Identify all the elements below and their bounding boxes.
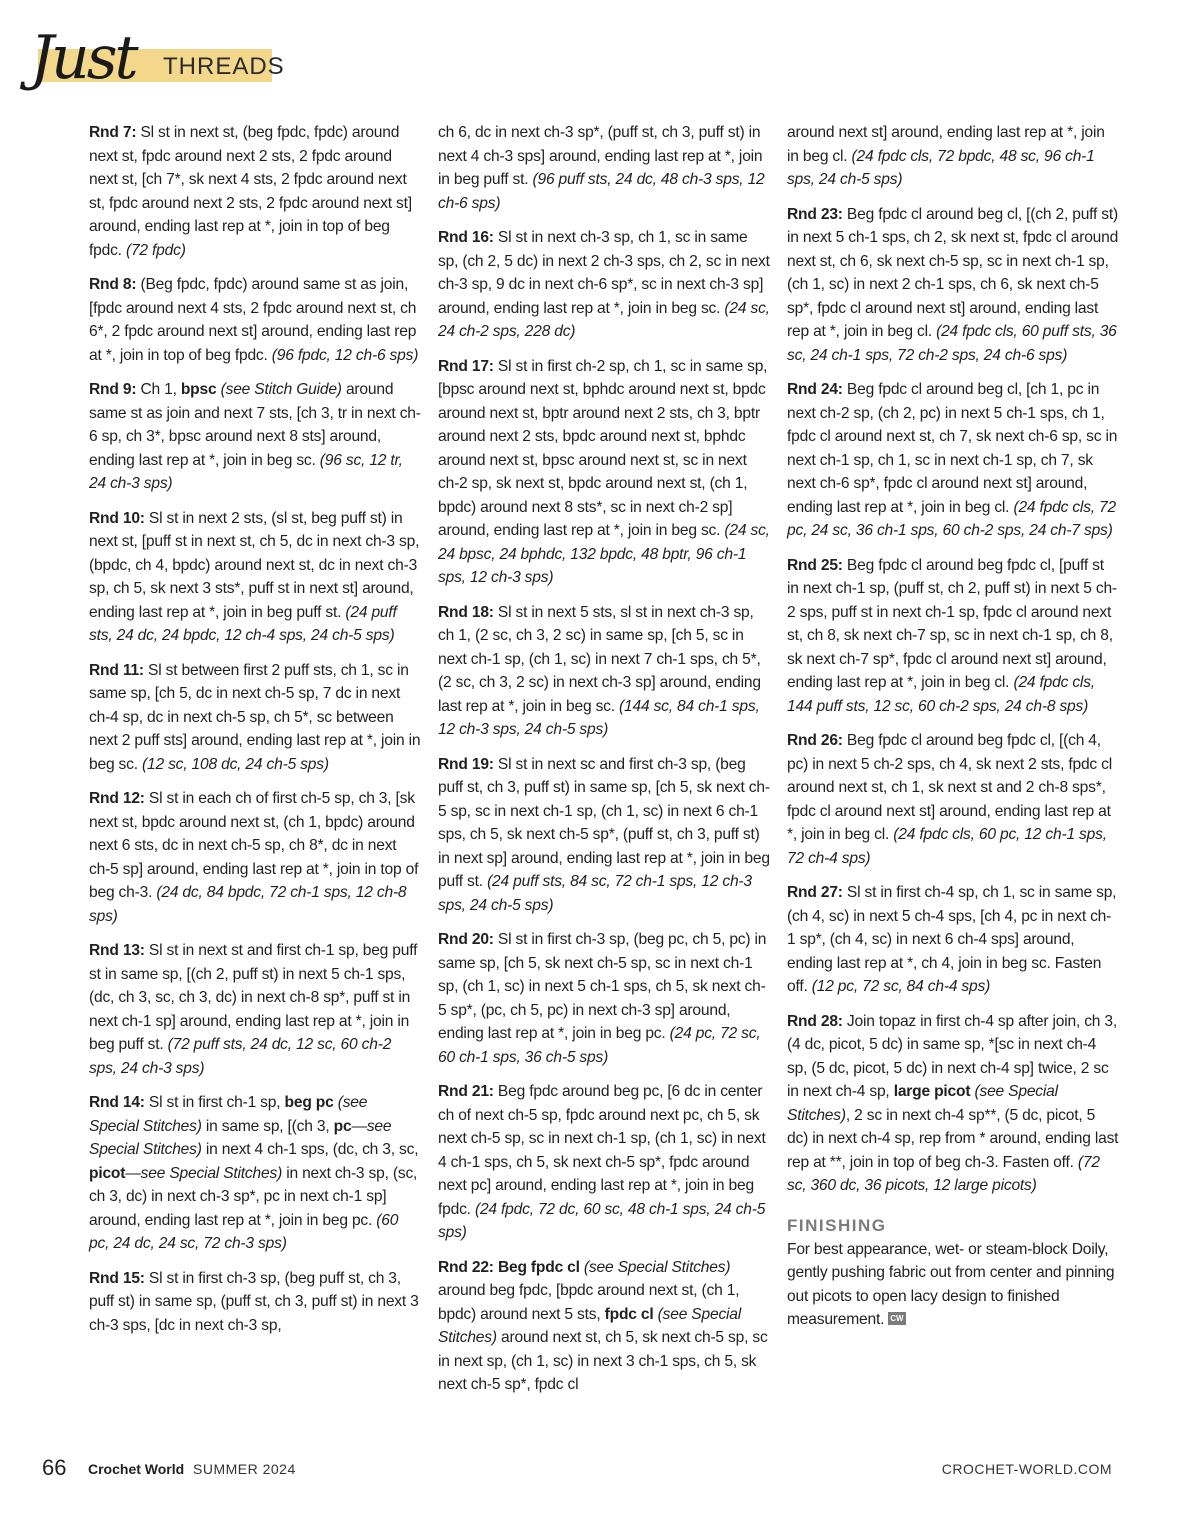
round-9 [89,378,421,496]
page-number: 66 [42,1455,67,1480]
column-3-rounds [787,121,1119,1198]
round-continued [787,121,1119,192]
round-total: (24 puff sts, 24 dc, 24 bpdc, 12 ch-4 sps, 24 ch-5 sps) [89,603,397,644]
round-text-segment: Join topaz in first ch-4 sp after join, ch 3, (4 dc, picot, 5 dc) in same sp, *[sc in next ch-4 sp, (5 dc, picot, 5 dc) in next ch-4 sp] twice, 2 sc in next ch-4 sp, [787,1012,1118,1100]
round-total: (24 fpdc cls, 60 pc, 12 ch-1 sps, 72 ch-4 sps) [787,826,1107,867]
round-13 [89,939,421,1080]
round-total: (72 fpdc) [125,241,186,259]
round-total: (24 fpdc cls, 72 bpdc, 48 sc, 96 ch-1 sps, 24 ch-5 sps) [787,147,1095,188]
round-text-segment: pc [333,1117,352,1135]
round-total: (24 fpdc cls, 72 pc, 24 sc, 36 ch-1 sps, 60 ch-2 sps, 24 ch-7 sps) [787,498,1116,539]
round-total: (24 fpdc, 72 dc, 60 sc, 48 ch-1 sps, 24 ch-5 sps) [438,1200,766,1241]
round-total: (24 dc, 84 bpdc, 72 ch-1 sps, 12 ch-8 sps) [89,884,407,925]
round-text-segment: in next 4 ch-1 sps, (dc, ch 3, sc, [201,1141,419,1158]
round-17 [438,355,770,590]
round-text: Beg fpdc cl around beg fpdc cl, [puff st in next ch-1 sp, (puff st, ch 2, puff st) in next 5 ch-2 sps, puff st in next ch-1 sp, fpdc cl around next st, ch 8, sk next ch-7 sp, sc in next ch-1 sp, ch 8, sk next ch-7 sp*, fpdc cl around next st] around, ending last rep at *, join in beg cl. [787,556,1117,691]
round-label: Rnd 26: [787,732,843,749]
round-text-segment: around same st as join and next 7 sts, [ch 3, tr in next ch-6 sp, ch 3*, bpsc around next 8 sts] around, ending last rep at *, join in beg sc. [89,381,421,469]
round-label: Rnd 12: [89,790,145,807]
round-label: Rnd 15: [89,1269,145,1287]
round-label: Rnd 9: [89,381,137,398]
text-column-1 [89,121,421,1348]
round-label: Rnd 25: [787,556,843,574]
round-text-segment: (96 sc, 12 tr, 24 ch-3 sps) [89,451,403,492]
round-text: Sl st in next 5 sts, sl st in next ch-3 sp, ch 1, (2 sc, ch 3, 2 sc) in same sp, [ch 5, sc in next ch-1 sp, (ch 1, sc) in next 7 ch-1 sps, ch 5*, (2 sc, ch 3, 2 sc) in next ch-3 sp] around, ending last rep at *, join in beg sc. [438,603,761,715]
round-text-segment: fpdc cl [604,1305,654,1323]
round-text: Beg fpdc cl around beg cl, [ch 1, pc in next ch-2 sp, (ch 2, pc) in next 5 ch-1 sps, ch 1, fpdc cl around next st, ch 7, sk next ch-6 sp, sc in next ch-1 sp, ch 1, sc in next ch-1 sp, ch 7, sk next ch-6 sp*, fpdc cl around next st] around, ending last rep at *, join in beg cl. [787,381,1118,516]
round-20 [438,928,770,1069]
round-text-segment: Ch 1, [136,381,181,398]
round-label: Rnd 10: [89,509,145,527]
round-text: Sl st in first ch-2 sp, ch 1, sc in same sp, [bpsc around next st, bphdc around next st, bpdc around next st, bptr around next 2 sts, ch 3, bptr around next 2 sts, bpdc around next st, bphdc around next st, bpsc around next st, sc in next ch-2 sp, sk next st, bpdc around next st, (ch 1, bpdc) around next 8 sts*, sc in next ch-2 sp] around, ending last rep at *, join in beg sc. [438,357,768,539]
round-19 [438,753,770,918]
round-label: Rnd 28: [787,1012,843,1030]
round-27 [787,881,1119,999]
round-text: Sl st in each ch of first ch-5 sp, ch 3, [sk next st, bpdc around next st, (ch 1, bpdc) around next 6 sts, dc in next ch-5 sp, ch 8*, dc in next ch-5 sp] around, ending last rep at *, join in top of beg ch-3. [89,790,419,901]
round-text-segment: around next st, ch 5, sk next ch-5 sp, sc in next sp, (ch 1, sc) in next 3 ch-1 sps, ch 5, sk next ch-5 sp*, fpdc cl [438,1329,768,1393]
round-14 [89,1091,421,1256]
round-text-segment: Sl st in first ch-1 sp, [144,1094,285,1111]
round-label: Rnd 16: [438,229,494,246]
round-text: around next st] around, ending last rep at *, join in beg cl. [787,124,1105,165]
round-11 [89,659,421,777]
round-text-segment: —see Special Stitches) [89,1117,392,1158]
round-text-segment: —see Special Stitches) [125,1164,283,1182]
round-24 [787,378,1119,543]
finishing-body: For best appearance, wet- or steam-block Doily, gently pushing fabric out from center and pinning out picots to open lacy design to finished measurement. [787,1240,1115,1328]
round-text-segment: (see Special Stitches) [89,1094,368,1135]
finishing-heading: FINISHING [787,1215,887,1235]
round-text-segment: Beg fpdc cl [497,1258,580,1276]
logo-word: THREADS [163,53,285,80]
round-text: (Beg fpdc, fpdc) around same st as join, [fpdc around next 4 sts, 2 fpdc around next st, ch 6*, 2 fpdc around next st] around, ending last rep at *, join in top of beg fpdc. [89,276,417,364]
round-18 [438,601,770,742]
round-text-segment: (see Special Stitches) [579,1258,731,1276]
round-text-segment: (see Stitch Guide) [216,381,342,398]
text-column-2 [438,121,770,1408]
round-text: Sl st in first ch-3 sp, (beg pc, ch 5, pc) in same sp, [ch 5, sk next ch-5 sp, sc in next ch-1 sp, (ch 1, sc) in next 5 ch-1 sps, ch 5, sk next ch-5 sp*, (pc, ch 5, pc) in next ch-3 sp] around, ending last rep at *, join in beg pc. [438,931,767,1042]
round-label: Rnd 20: [438,931,494,948]
round-label: Rnd 17: [438,357,494,375]
round-label: Rnd 13: [89,942,145,959]
round-text-segment: beg pc [284,1094,334,1111]
round-text: Sl st in next ch-3 sp, ch 1, sc in same sp, (ch 2, 5 dc) in next 2 ch-3 sps, ch 2, sc in next ch-3 sp, 9 dc in next ch-6 sp*, sc in next ch-3 sp] around, ending last rep at *, join in beg sc. [438,229,770,317]
round-text-segment: in same sp, [(ch 3, [201,1117,334,1135]
section-logo [28,23,285,112]
logo-script: Just [30,23,136,93]
round-text-segment: (72 sc, 360 dc, 36 picots, 12 large picots) [787,1153,1100,1194]
round-10 [89,507,421,648]
round-label: Rnd 24: [787,381,843,398]
round-total: (24 puff sts, 84 sc, 72 ch-1 sps, 12 ch-3 sps, 24 ch-5 sps) [438,873,752,914]
round-text: Sl st in next 2 sts, (sl st, beg puff st) in next st, [puff st in next st, ch 5, dc in next ch-3 sp, (bpdc, ch 4, bpdc) around next st, dc in next ch-3 sp, ch 5, sk next 3 sts*, puff st in next st] around, ending last rep at *, join in beg puff st. [89,509,420,621]
round-total: (72 puff sts, 24 dc, 12 sc, 60 ch-2 sps, 24 ch-3 sps) [89,1036,392,1077]
round-label: Rnd 19: [438,755,494,773]
round-text: Sl st between first 2 puff sts, ch 1, sc in same sp, [ch 5, dc in next ch-5 sp, 7 dc in next ch-4 sp, dc in next ch-5 sp, ch 5*, sc between next 2 puff sts] around, ending last rep at *, join in beg sc. [89,661,421,773]
round-text-segment: (see Special Stitches) [787,1083,1058,1124]
website-url: CROCHET-WORLD.COM [941,1461,1112,1477]
round-label: Rnd 21: [438,1083,494,1100]
issue-label: SUMMER 2024 [193,1461,296,1477]
round-text: Sl st in next st, (beg fpdc, fpdc) around next st, fpdc around next 2 sts, 2 fpdc around next st, [ch 7*, sk next 4 sts, 2 fpdc around next st, fpdc around next 2 sts, 2 fpdc around next st] around, ending last rep at *, join in top of beg fpdc. [89,124,412,259]
round-label: Rnd 11: [89,661,144,679]
round-label: Rnd 23: [787,205,843,223]
page-footer [0,1455,1200,1481]
round-total: (24 sc, 24 bpsc, 24 bphdc, 132 bpdc, 48 bptr, 96 ch-1 sps, 12 ch-3 sps) [438,522,770,586]
round-total: (96 fpdc, 12 ch-6 sps) [271,346,419,364]
round-total: (12 pc, 72 sc, 84 ch-4 sps) [811,978,991,995]
round-26 [787,729,1119,870]
round-label: Rnd 27: [787,884,843,901]
round-total: (144 sc, 84 ch-1 sps, 12 ch-3 sps, 24 ch-5 sps) [438,697,760,738]
round-text: Sl st in next sc and first ch-3 sp, (beg puff st, ch 3, puff st) in same sp, [ch 5, sk next ch-5 sp, sc in next ch-1 sp, (ch 1, sc) in next 6 ch-1 sps, ch 5, sk next ch-5 sp*, (puff st, ch 3, puff st) in next sp] around, ending last rep at *, join in beg puff st. [438,755,770,890]
round-7 [89,121,421,262]
round-text-segment: in next ch-3 sp, (sc, ch 3, dc) in next ch-3 sp*, pc in next ch-1 sp] around, ending last rep at *, join in beg pc. [89,1164,418,1229]
round-total: (96 puff sts, 24 dc, 48 ch-3 sps, 12 ch-6 sps) [438,171,765,212]
round-label: Rnd 22: [438,1258,494,1276]
text-column-3 [787,121,1119,1332]
magazine-name: Crochet World [88,1461,185,1477]
round-label: Rnd 14: [89,1094,145,1111]
round-total: (24 fpdc cls, 144 puff sts, 12 sc, 60 ch-2 sps, 24 ch-8 sps) [787,674,1095,715]
round-text: Beg fpdc cl around beg fpdc cl, [(ch 4, pc) in next 5 ch-2 sps, ch 4, sk next 2 sts, fpdc cl around next st, ch 1, sk next st and 2 ch-8 sps*, fpdc cl around next st] around, ending last rep at *, join in beg cl. [787,732,1113,843]
round-total: (24 sc, 24 ch-2 sps, 228 dc) [438,299,770,340]
round-16 [438,226,770,344]
round-text-segment: (60 pc, 24 dc, 24 sc, 72 ch-3 sps) [89,1211,399,1252]
finishing-text [787,1238,1119,1332]
round-12 [89,787,421,928]
round-text-segment: , 2 sc in next ch-4 sp**, (5 dc, picot, 5 dc) in next ch-4 sp, rep from * around, ending last rep at **, join in top of beg ch-3. Fasten off. [787,1106,1119,1171]
round-25 [787,554,1119,719]
round-22 [438,1256,770,1397]
round-23 [787,203,1119,368]
round-text: Beg fpdc cl around beg cl, [(ch 2, puff st) in next 5 ch-1 sps, ch 2, sk next st, fpdc cl around next st, ch 6, sk next ch-5 sp, sc in next ch-1 sp, (ch 1, sc) in next 2 ch-1 sps, ch 6, sk next ch-5 sp*, fpdc cl around next st] around, ending last rep at *, join in beg cl. [787,205,1119,340]
round-label: Rnd 8: [89,276,137,293]
round-text: Sl st in next st and first ch-1 sp, beg puff st in same sp, [(ch 2, puff st) in next 5 ch-1 sps, (dc, ch 3, sc, ch 3, dc) in next ch-8 sp*, puff st in next ch-1 sp] around, ending last rep at *, join in beg puff st. [89,942,418,1053]
round-text: Beg fpdc around beg pc, [6 dc in center ch of next ch-5 sp, fpdc around next pc, ch 5, sk next ch-5 sp, sc in next ch-1 sp, (ch 1, sc) in next 4 ch-1 sps, ch 5, sk next ch-5 sp*, fpdc around next pc] around, ending last rep at *, join in beg fpdc. [438,1083,766,1218]
round-continued [438,121,770,215]
round-15 [89,1267,421,1338]
round-text-segment: large picot [893,1083,971,1100]
round-text-segment: bpsc [180,381,217,398]
round-label: Rnd 7: [89,124,137,141]
round-total: (12 sc, 108 dc, 24 ch-5 sps) [142,755,329,773]
round-text-segment: (see Special Stitches) [438,1305,742,1346]
round-total: (24 pc, 72 sc, 60 ch-1 sps, 36 ch-5 sps) [438,1025,761,1066]
round-21 [438,1080,770,1245]
round-text: Sl st in first ch-3 sp, (beg puff st, ch 3, puff st) in same sp, (puff st, ch 3, puff st) in next 3 ch-3 sps, [dc in next ch-3 sp, [89,1269,419,1334]
round-text-segment: around beg fpdc, [bpdc around next st, (ch 1, bpdc) around next 5 sts, [438,1282,740,1323]
round-text-segment: picot [89,1164,126,1182]
round-text: ch 6, dc in next ch-3 sp*, (puff st, ch 3, puff st) in next 4 ch-3 sps] around, ending last rep at *, join in beg puff st. [438,124,763,188]
round-label: Rnd 18: [438,603,494,621]
round-text: Sl st in first ch-4 sp, ch 1, sc in same sp, (ch 4, sc) in next 5 ch-4 sps, [ch 4, pc in next ch-1 sp*, (ch 4, sc) in next 6 ch-4 sps] around, ending last rep at *, ch 4, join in beg sc. Fasten off. [787,884,1117,995]
cw-end-badge: CW [890,1314,904,1323]
round-28 [787,1010,1119,1198]
round-8 [89,273,421,367]
round-total: (24 fpdc cls, 60 puff sts, 36 sc, 24 ch-1 sps, 72 ch-2 sps, 24 ch-6 sps) [787,323,1117,364]
